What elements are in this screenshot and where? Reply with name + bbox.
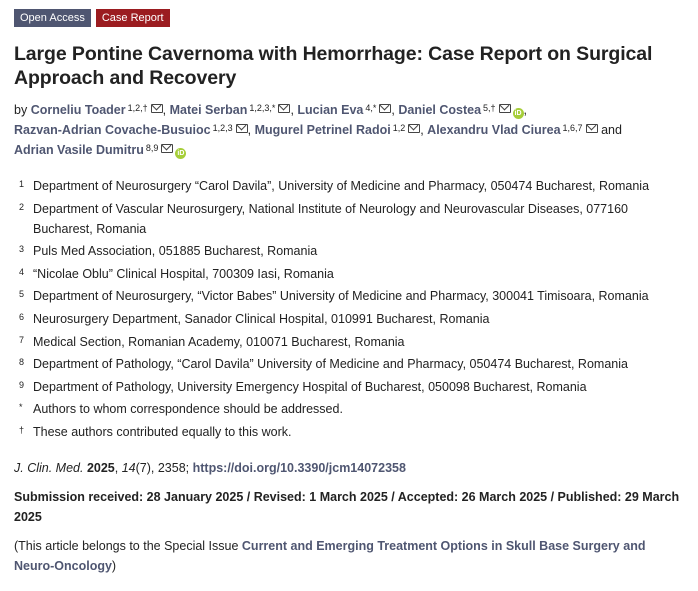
affiliation	[14, 377, 684, 397]
author-name[interactable]: Adrian Vasile Dumitru	[14, 143, 144, 157]
citation: J. Clin. Med. 2025, 14(7), 2358; https://doi.org/10.3390/jcm14072358	[14, 460, 406, 475]
special-issue-note	[14, 536, 684, 576]
affiliation-text: Department of Vascular Neurosurgery, National Institute of Neurology and Neurovascular Diseases, 077160 Bucharest, Romania	[33, 201, 628, 236]
affiliation	[14, 264, 684, 284]
author-affil-sup: 1,2,3	[212, 123, 233, 133]
email-icon[interactable]	[278, 104, 290, 113]
affiliation-mark: †	[19, 424, 25, 435]
author-affil-sup: 5,†	[483, 103, 496, 113]
affiliation-mark: 6	[19, 311, 25, 322]
special-issue-prefix: (This article belongs to the Special Issue	[14, 538, 242, 553]
email-icon[interactable]	[161, 144, 173, 153]
article-title: Large Pontine Cavernoma with Hemorrhage: Case Report on Surgical Approach and Recovery	[14, 43, 653, 89]
affiliation	[14, 309, 684, 329]
affiliation-text: Department of Pathology, “Carol Davila” University of Medicine and Pharmacy, 050474 Bucharest, Romania	[33, 357, 628, 372]
author-name[interactable]: Daniel Costea	[398, 103, 482, 117]
affiliation-mark: 1	[19, 179, 25, 189]
email-icon[interactable]	[151, 104, 163, 113]
author-list: by Corneliu Toader $^{1,2,\dagger}$ , Matei Serban $^{1,2,3,*}$ , Lucian Eva $^{4,*}$ , Daniel Costea $^{5,\dagger}$iD , Razvan-Adrian Covache-Busuioc $^{1,2,3}$ , Mugurel Petrinel Radoi $^{1,2}$ , Alexandru Vlad Ciurea $^{1,6,7}$ and Adrian Vasile Dumitru $^{8,9}$iD	[14, 103, 622, 157]
author-name[interactable]: Razvan-Adrian Covache-Busuioc	[14, 123, 211, 137]
author-name[interactable]: Matei Serban	[169, 103, 248, 117]
affiliation-mark: 4	[19, 266, 25, 277]
citation-year: 2025	[86, 460, 115, 475]
affiliation-text: “Nicolae Oblu” Clinical Hospital, 700309 Iasi, Romania	[33, 266, 334, 281]
orcid-icon[interactable]: iD	[514, 110, 522, 117]
author	[14, 143, 186, 157]
special-issue-suffix: )	[111, 558, 117, 573]
equal-contribution-note	[14, 422, 684, 442]
author	[427, 123, 597, 137]
author-affil-sup: 8,9	[145, 143, 159, 153]
affiliation-text: Department of Neurosurgery, “Victor Babes” University of Medicine and Pharmacy, 300041 Timisoara, Romania	[33, 289, 649, 304]
case-report-badge[interactable]: Case Report	[96, 9, 170, 27]
author	[14, 123, 248, 137]
author	[31, 103, 163, 117]
affiliation-mark: 7	[19, 334, 25, 345]
affiliation	[14, 354, 684, 374]
affiliation-text: Medical Section, Romanian Academy, 010071 Bucharest, Romania	[33, 334, 405, 349]
author	[398, 103, 523, 117]
affiliation-list	[14, 176, 684, 442]
affiliation-text: Neurosurgery Department, Sanador Clinical Hospital, 010991 Bucharest, Romania	[33, 311, 490, 326]
affiliation	[14, 199, 684, 239]
affiliation-text: Department of Neurosurgery “Carol Davila”, University of Medicine and Pharmacy, 050474 Bucharest, Romania	[33, 179, 650, 193]
email-icon[interactable]	[236, 124, 248, 133]
affiliation-mark: *	[19, 402, 23, 413]
authors-and: and	[601, 123, 622, 137]
email-icon[interactable]	[499, 104, 511, 113]
badges	[14, 9, 684, 27]
special-issue-link[interactable]: Current and Emerging Treatment Options in Skull Base Surgery and Neuro-Oncology	[14, 538, 646, 573]
affiliation-text: Department of Pathology, University Emergency Hospital of Bucharest, 050098 Bucharest, Romania	[33, 379, 587, 394]
author-affil-sup: 1,2,†	[127, 103, 148, 113]
email-icon[interactable]	[379, 104, 391, 113]
author-affil-sup: 1,6,7	[562, 123, 583, 133]
citation-issue: (7), 2358;	[135, 460, 190, 475]
orcid-icon[interactable]: iD	[177, 150, 185, 157]
doi-link[interactable]: https://doi.org/10.3390/jcm14072358	[192, 460, 406, 475]
open-access-badge[interactable]: Open Access	[14, 9, 91, 27]
affiliation	[14, 176, 684, 196]
citation-volume: 14	[121, 460, 136, 475]
journal-name: J. Clin. Med.	[14, 460, 84, 475]
author-name[interactable]: Lucian Eva	[297, 103, 364, 117]
author	[255, 123, 421, 137]
affiliation	[14, 241, 684, 261]
author-affil-sup: 1,2,3,*	[249, 103, 276, 113]
author-affil-sup: 1,2	[392, 123, 406, 133]
author	[170, 103, 291, 117]
email-icon[interactable]	[408, 124, 420, 133]
author-name[interactable]: Corneliu Toader	[30, 103, 126, 117]
affiliation-text: Puls Med Association, 051885 Bucharest, Romania	[33, 244, 318, 259]
author	[297, 103, 391, 117]
affiliation-mark: 8	[19, 357, 25, 368]
publication-dates: Submission received: 28 January 2025 / Revised: 1 March 2025 / Accepted: 26 March 2025 / Published: 29 March 2025	[14, 489, 680, 524]
affiliation	[14, 332, 684, 352]
affiliation-mark: 3	[19, 244, 25, 255]
author-affil-sup: 4,*	[365, 103, 377, 113]
authors-prefix: by	[14, 103, 28, 117]
affiliation-text: These authors contributed equally to this work.	[33, 424, 292, 439]
correspondence-note	[14, 399, 684, 419]
affiliation-mark: 5	[19, 289, 25, 300]
author-name[interactable]: Alexandru Vlad Ciurea	[427, 123, 561, 137]
affiliation-mark: 2	[19, 201, 25, 212]
email-icon[interactable]	[586, 124, 598, 133]
affiliation-mark: 9	[19, 379, 25, 390]
author-name[interactable]: Mugurel Petrinel Radoi	[254, 123, 391, 137]
affiliation-text: Authors to whom correspondence should be addressed.	[33, 402, 343, 417]
affiliation	[14, 286, 684, 306]
